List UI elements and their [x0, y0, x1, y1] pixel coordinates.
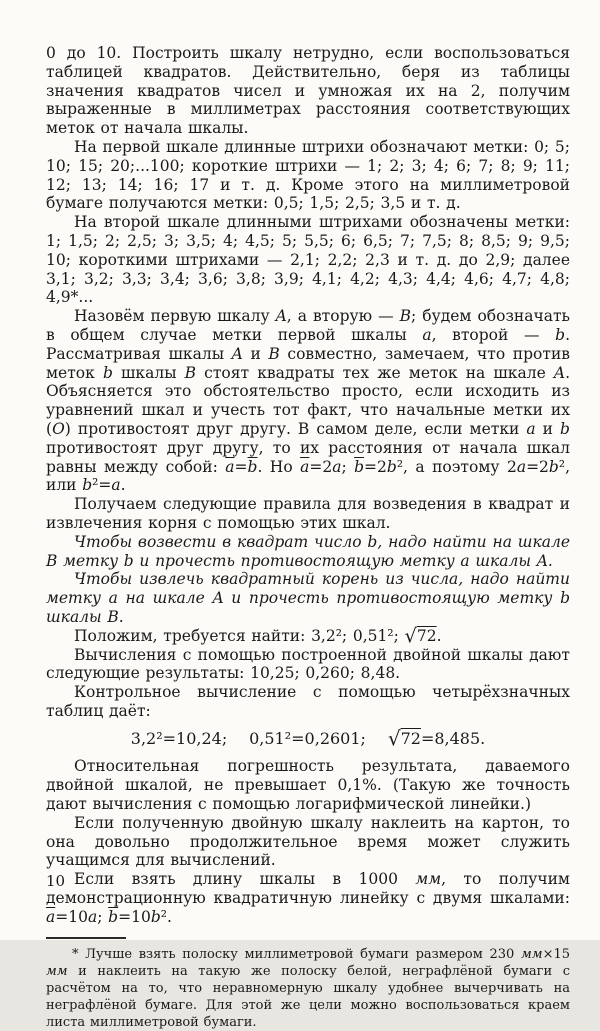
text-body	[46, 44, 570, 927]
text-segment: 3,2²=10,24; 0,51²=0,2601;	[130, 728, 388, 748]
text-segment: мм	[46, 963, 68, 979]
body-paragraph-example-results	[46, 646, 570, 684]
text-segment: .	[120, 476, 126, 495]
text-segment: Относительная погрешность результата, даваемого двойной шкалой, не превышает 0,1%. (Такую же точность дают вычисления с помощью логарифмической линейки.)	[46, 757, 570, 814]
text-segment: $\overline{a}$	[300, 457, 310, 476]
body-paragraph-accuracy	[46, 757, 570, 813]
text-segment: √	[404, 624, 417, 648]
text-segment: =2	[364, 457, 387, 476]
body-paragraph-scales-ab	[46, 307, 570, 495]
text-segment: A	[231, 344, 243, 363]
text-segment: b	[560, 419, 570, 438]
text-segment: Если взять длину шкалы в 1000	[74, 870, 416, 889]
text-segment: ; будем обозначать в общем случае метки первой шкалы	[46, 307, 570, 344]
text-segment: Чтобы возвести в квадрат число b, надо найти на шкале B метку b и прочесть противостоящую метку a шкалы A.	[46, 532, 570, 570]
text-segment: a	[516, 457, 527, 476]
text-segment: √	[387, 726, 401, 751]
text-segment: . Но	[257, 457, 301, 476]
text-segment: ) противостоят друг другу. В самом деле, если метки	[64, 419, 527, 438]
text-segment: a	[87, 907, 98, 926]
text-segment: $\overline{a}$	[225, 457, 235, 476]
text-segment: a	[332, 457, 342, 476]
body-paragraph-first-scale	[46, 138, 570, 213]
text-segment: Чтобы извлечь квадратный корень из числа, надо найти метку a на шкале A и прочесть противостоящую метку b шкалы B.	[46, 570, 570, 626]
text-segment: A	[275, 307, 287, 326]
text-segment: $\overline{b}$	[354, 457, 365, 476]
text-segment: Назовём первую шкалу	[74, 307, 276, 326]
text-segment: На второй шкале длинными штрихами обозначены метки: 1; 1,5; 2; 2,5; 3; 3,5; 4; 4,5; 5; 5,5; 6; 6,5; 7; 7,5; 8; 8,5; 9; 9,5; 10; короткими штрихами — 2,1; 2,2; 2,3 и т. д. до 2,9; далее 3,1; 3,2; 3,3; 3,4; 3,6; 3,8; 3,9; 4,1; 4,2; 4,3; 4,4; 4,6; 4,7; 4,8; 4,9*...	[46, 213, 570, 307]
text-segment: 72	[416, 626, 437, 645]
text-segment: Положим, требуется найти: 3,2²; 0,51²;	[74, 626, 405, 645]
text-segment: $\overline{b}$	[108, 907, 119, 926]
text-segment: ×15	[542, 946, 570, 962]
text-segment: a	[422, 325, 432, 344]
text-segment: =10	[55, 907, 88, 926]
text-segment: B	[184, 363, 197, 382]
body-paragraph-cardboard	[46, 814, 570, 870]
text-segment: b	[548, 457, 559, 476]
text-segment: 72	[400, 728, 421, 748]
text-segment: совместно, замечаем, что против меток	[46, 344, 570, 382]
body-paragraph-rule-root	[46, 570, 570, 626]
footnote-body	[46, 946, 570, 1031]
text-segment: * Лучше взять полоску миллиметровой бумаги размером 230	[72, 946, 521, 962]
body-paragraph-demo-ruler	[46, 870, 570, 926]
text-segment: шкалы	[112, 363, 185, 382]
text-segment: Если полученную двойную шкалу наклеить на картон, то она довольно продолжительное время может служить учащимся для вычислений.	[46, 813, 570, 870]
text-segment: . Объясняется это обстоятельство просто, если исходить из уравнений шкал и учесть тот факт, что начальные метки их (	[46, 363, 570, 438]
text-segment: B	[399, 307, 412, 326]
body-paragraph-example-task	[46, 624, 570, 648]
text-segment: b	[82, 476, 93, 495]
text-segment: Получаем следующие правила для возведения в квадрат и извлечения корня с помощью этих шкал.	[46, 495, 570, 532]
text-segment: b	[555, 325, 566, 344]
text-segment: , а вторую —	[286, 307, 400, 326]
text-segment: ².	[160, 907, 172, 926]
text-segment: и	[242, 344, 269, 363]
text-segment: 0 до 10. Построить шкалу нетрудно, если воспользоваться таблицей квадратов. Действительно, беря из таблицы значения квадратов чисел и умножая их на 2, получим выраженные в миллиметрах расстояния соответствующих меток от начала шкалы.	[46, 44, 570, 138]
text-segment: b	[102, 363, 113, 382]
text-segment: Контрольное вычисление с помощью четырёхзначных таблиц даёт:	[46, 683, 570, 720]
body-paragraph-second-scale	[46, 213, 570, 307]
text-segment: . Рассматривая шкалы	[46, 325, 570, 363]
page-number: 10	[46, 872, 66, 890]
text-segment: ²=	[92, 476, 112, 495]
text-segment: =2	[309, 457, 333, 476]
text-segment: b	[150, 907, 161, 926]
text-segment: =8,485.	[420, 728, 486, 748]
text-segment: $\overline{b}$	[247, 457, 258, 476]
text-segment: ², а поэтому 2	[396, 457, 517, 476]
text-segment: b	[386, 457, 397, 476]
text-segment: ², или	[46, 457, 570, 495]
text-segment: $\overline{a}$	[46, 907, 56, 926]
text-segment: и наклеить на такую же полоску белой, неграфлёной бумаги с расчётом на то, что неравномерную шкалу удобнее вычерчивать на неграфлёной бумаге. Для этой же цели можно воспользоваться краем листа миллиметровой бумаги.	[46, 963, 570, 1030]
display-formula	[46, 726, 570, 751]
body-paragraph-rule-square	[46, 533, 570, 571]
text-segment: На первой шкале длинные штрихи обозначают метки: 0; 5; 10; 15; 20;...100; короткие штрихи — 1; 2; 3; 4; 6; 7; 8; 9; 11; 12; 13; 14; 16; 17 и т. д. Кроме этого на миллиметровой бумаге получаются метки: 0,5; 1,5; 2,5; 3,5 и т. д.	[46, 137, 570, 213]
text-segment: a	[111, 476, 121, 495]
text-segment: B	[268, 344, 280, 363]
text-segment: и	[535, 419, 561, 438]
text-segment: ;	[97, 907, 109, 926]
text-segment: A	[553, 363, 566, 382]
text-segment: Вычисления с помощью построенной двойной шкалы дают следующие результаты: 10,25; 0,260; 8,48.	[46, 645, 570, 683]
text-segment: стоят квадраты тех же меток на шкале	[196, 363, 554, 382]
text-segment: ;	[341, 457, 355, 476]
footnote-paragraph	[46, 946, 570, 1031]
body-paragraph-rules-intro	[46, 495, 570, 533]
body-paragraph-continuation	[46, 44, 570, 138]
text-segment: =2	[526, 457, 549, 476]
footnote-separator	[46, 937, 126, 939]
text-segment: , то получим демонстрационную квадратичную линейку с двумя шкалами:	[46, 870, 570, 908]
text-segment: =	[234, 457, 248, 476]
text-segment: O	[52, 419, 65, 438]
text-segment: мм	[415, 870, 442, 889]
text-segment: .	[436, 626, 442, 645]
body-paragraph-control-intro	[46, 683, 570, 721]
text-segment: мм	[521, 946, 543, 962]
text-segment: противостоят друг другу, то их расстояния от начала шкал равны между собой:	[46, 438, 570, 476]
text-segment: =10	[118, 907, 151, 926]
text-segment: , второй —	[431, 325, 556, 344]
text-segment: a	[526, 419, 536, 438]
